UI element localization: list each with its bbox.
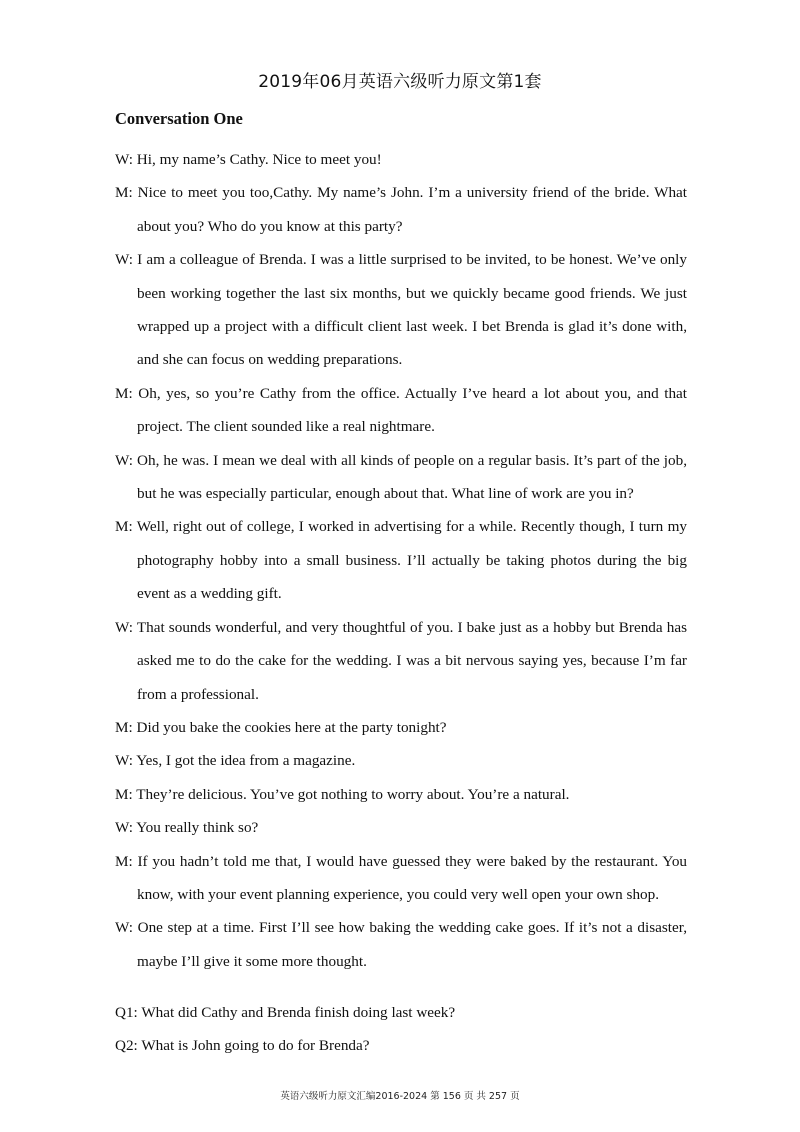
turn-text: Well, right out of college, I worked in advertising for a while. Recently though, I turn my photography hobby into a small business. I’ll actually be taking photos during the big event as a wedding gift.: [136, 518, 687, 603]
question-text: What is John going to do for Brenda?: [141, 1037, 370, 1055]
turn-text: They’re delicious. You’ve got nothing to worry about. You’re a natural.: [136, 785, 570, 803]
dialogue-turn: [115, 377, 687, 444]
speaker-label: M:: [115, 184, 133, 202]
question-item: [115, 1029, 687, 1062]
speaker-label: W:: [115, 451, 133, 469]
question-label: Q1:: [115, 1004, 138, 1021]
dialogue-turn: [115, 611, 687, 711]
dialogue-transcript: [115, 143, 687, 978]
dialogue-turn: [115, 143, 687, 176]
turn-text: If you hadn’t told me that, I would have guessed they were baked by the restaurant. You know, with your event planning experience, you could very well open your own shop.: [137, 852, 688, 903]
speaker-label: W:: [115, 618, 133, 636]
page-footer: 英语六级听力原文汇编2016-2024 第 156 页 共 257 页: [280, 1091, 520, 1102]
speaker-label: W:: [115, 819, 133, 837]
speaker-label: W:: [115, 752, 133, 770]
turn-text: That sounds wonderful, and very thoughtful of you. I bake just as a hobby but Brenda has asked me to do the cake for the wedding. I was a bit nervous saying yes, because I’m far from a professional.: [136, 618, 687, 703]
turn-text: One step at a time. First I’ll see how baking the wedding cake goes. If it’s not a disaster, maybe I’ll give it some more thought.: [137, 919, 687, 970]
speaker-label: M:: [115, 384, 133, 402]
question-list: [115, 996, 687, 1063]
dialogue-turn: [115, 444, 687, 511]
page-title: 2019年06月英语六级听力原文第1套: [258, 72, 542, 92]
speaker-label: M:: [115, 518, 133, 536]
turn-text: Oh, yes, so you’re Cathy from the office. Actually I’ve heard a lot about you, and that project. The client sounded like a real nightmare.: [137, 384, 687, 436]
speaker-label: M:: [115, 718, 133, 736]
dialogue-turn: [115, 243, 687, 377]
speaker-label: M:: [115, 785, 133, 803]
question-label: Q2:: [115, 1037, 138, 1055]
turn-text: Yes, I got the idea from a magazine.: [136, 752, 356, 770]
question-item: [115, 996, 687, 1029]
turn-text: Nice to meet you too,Cathy. My name’s John. I’m a university friend of the bride. What about you? Who do you know at this party?: [137, 184, 687, 235]
dialogue-turn: [115, 778, 687, 811]
dialogue-turn: [115, 811, 687, 844]
dialogue-turn: [115, 711, 687, 744]
dialogue-turn: [115, 744, 687, 777]
speaker-label: W:: [115, 251, 133, 269]
dialogue-turn: [115, 510, 687, 610]
speaker-label: W:: [115, 919, 133, 937]
turn-text: I am a colleague of Brenda. I was a little surprised to be invited, to be honest. We’ve only been working together the last six months, but we quickly became good friends. We just wrapped up a project with a difficult client last week. I bet Brenda is glad it’s done with, and she can focus on wedding preparations.: [137, 251, 687, 369]
turn-text: Did you bake the cookies here at the party tonight?: [136, 718, 447, 736]
dialogue-turn: [115, 176, 687, 243]
section-heading: Conversation One: [115, 109, 243, 128]
speaker-label: W:: [115, 151, 133, 168]
turn-text: You really think so?: [136, 819, 259, 837]
turn-text: Oh, he was. I mean we deal with all kinds of people on a regular basis. It’s part of the job, but he was especially particular, enough about that. What line of work are you in?: [137, 451, 687, 503]
speaker-label: M:: [115, 852, 133, 870]
dialogue-turn: [115, 911, 687, 978]
dialogue-turn: [115, 845, 687, 912]
question-text: What did Cathy and Brenda finish doing last week?: [141, 1004, 456, 1021]
turn-text: Hi, my name’s Cathy. Nice to meet you!: [136, 151, 382, 168]
